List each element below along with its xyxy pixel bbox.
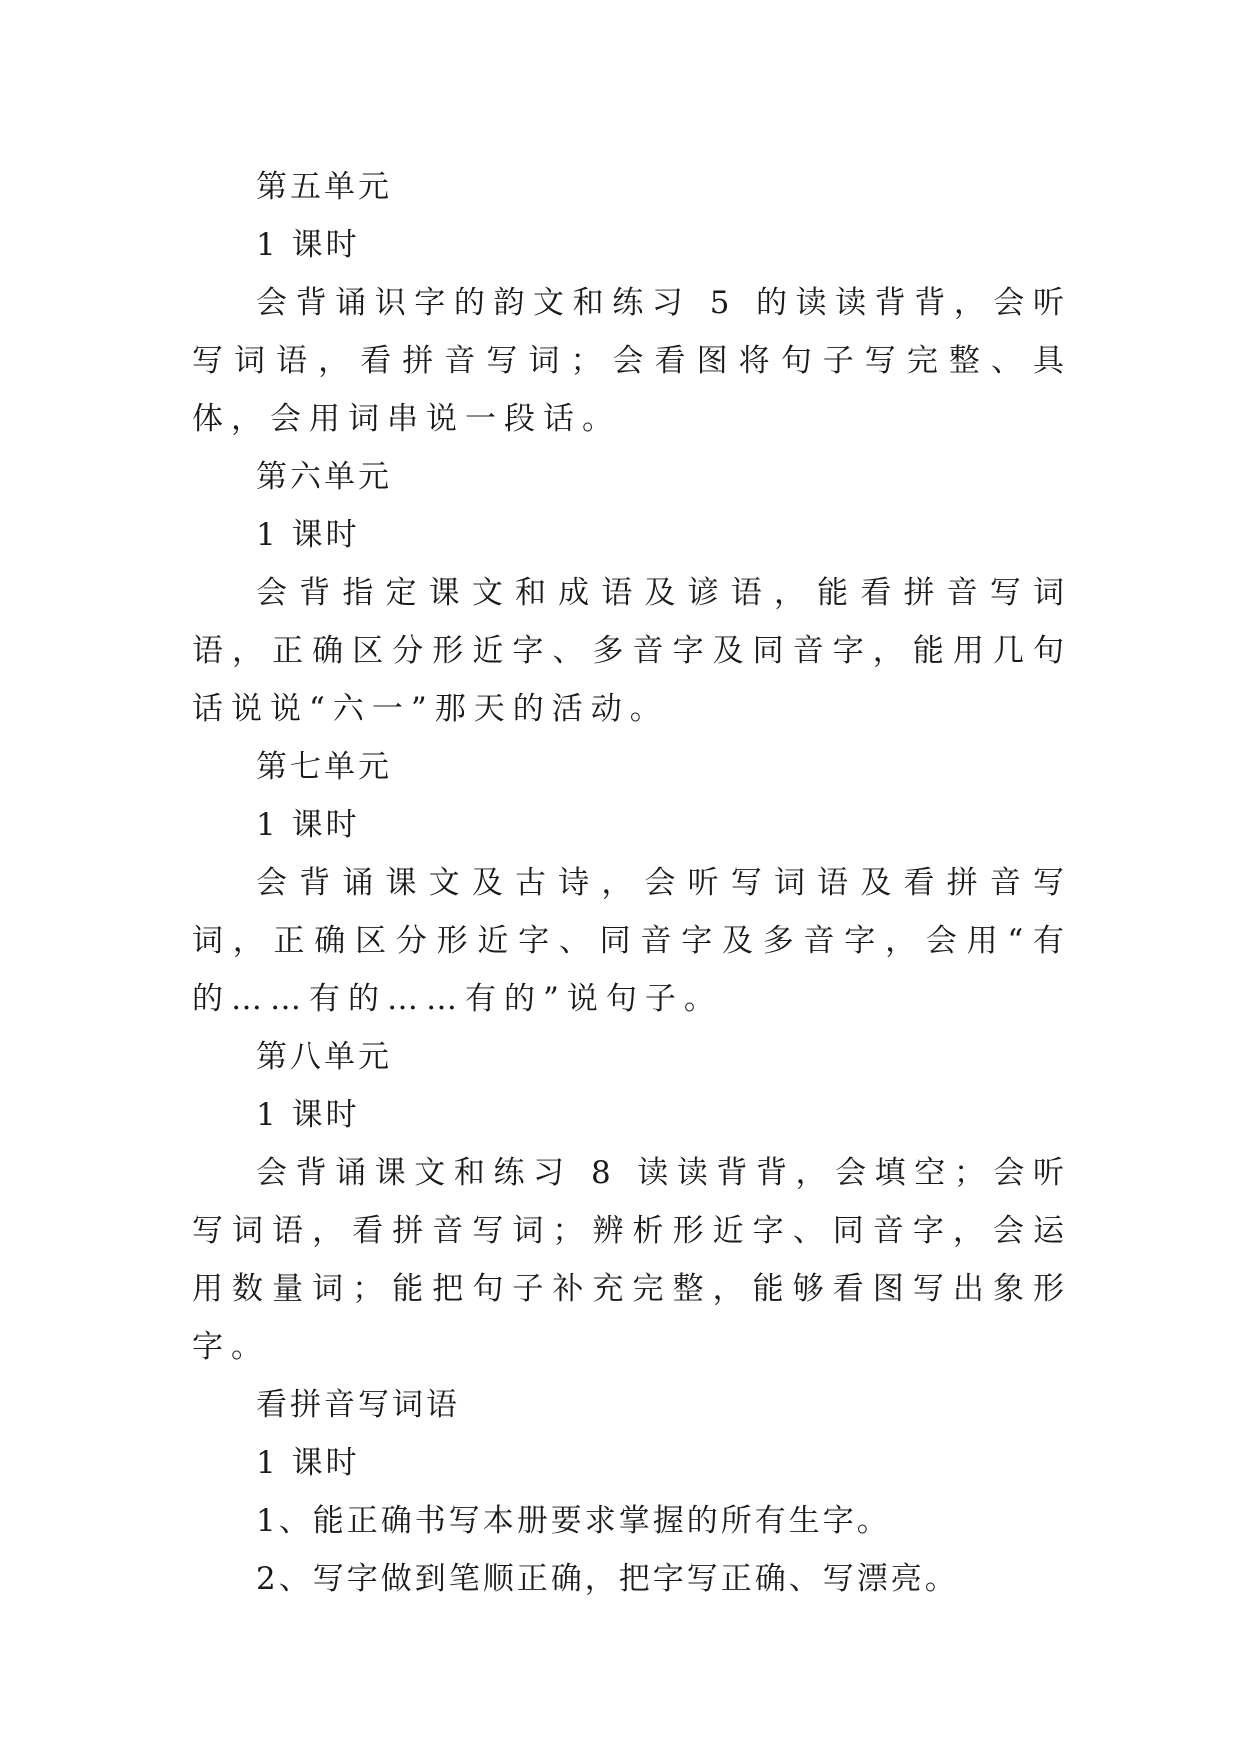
- class-hours-5: 1 课时: [256, 227, 360, 263]
- class-hours-6: 1 课时: [256, 517, 360, 553]
- document-body: [192, 158, 1072, 1608]
- unit-heading-6: 第六单元: [256, 459, 392, 495]
- unit-goals-6: 会背指定课文和成语及谚语，能看拼音写词语，正确区分形近字、多音字及同音字，能用几句话说说“六一”那天的活动。: [192, 575, 1072, 727]
- list-item-2: 2、写字做到笔顺正确，把字写正确、写漂亮。: [256, 1561, 959, 1597]
- unit-goals-5: 会背诵识字的韵文和练习 5 的读读背背，会听写词语，看拼音写词；会看图将句子写完整、具体，会用词串说一段话。: [192, 285, 1072, 437]
- unit-heading-7: 第七单元: [256, 749, 392, 785]
- class-hours-7: 1 课时: [256, 807, 360, 843]
- list-item-1: 1、能正确书写本册要求掌握的所有生字。: [256, 1503, 891, 1539]
- unit-goals-8: 会背诵课文和练习 8 读读背背，会填空；会听写词语，看拼音写词；辨析形近字、同音字，会运用数量词；能把句子补充完整，能够看图写出象形字。: [192, 1155, 1072, 1365]
- unit-heading-8: 第八单元: [256, 1039, 392, 1075]
- section-heading-pinyin: 看拼音写词语: [256, 1387, 460, 1423]
- unit-heading-5: 第五单元: [256, 169, 392, 205]
- class-hours-8: 1 课时: [256, 1097, 360, 1133]
- class-hours-pinyin: 1 课时: [256, 1445, 360, 1481]
- unit-goals-7: 会背诵课文及古诗，会听写词语及看拼音写词，正确区分形近字、同音字及多音字，会用“有的……有的……有的”说句子。: [192, 865, 1072, 1017]
